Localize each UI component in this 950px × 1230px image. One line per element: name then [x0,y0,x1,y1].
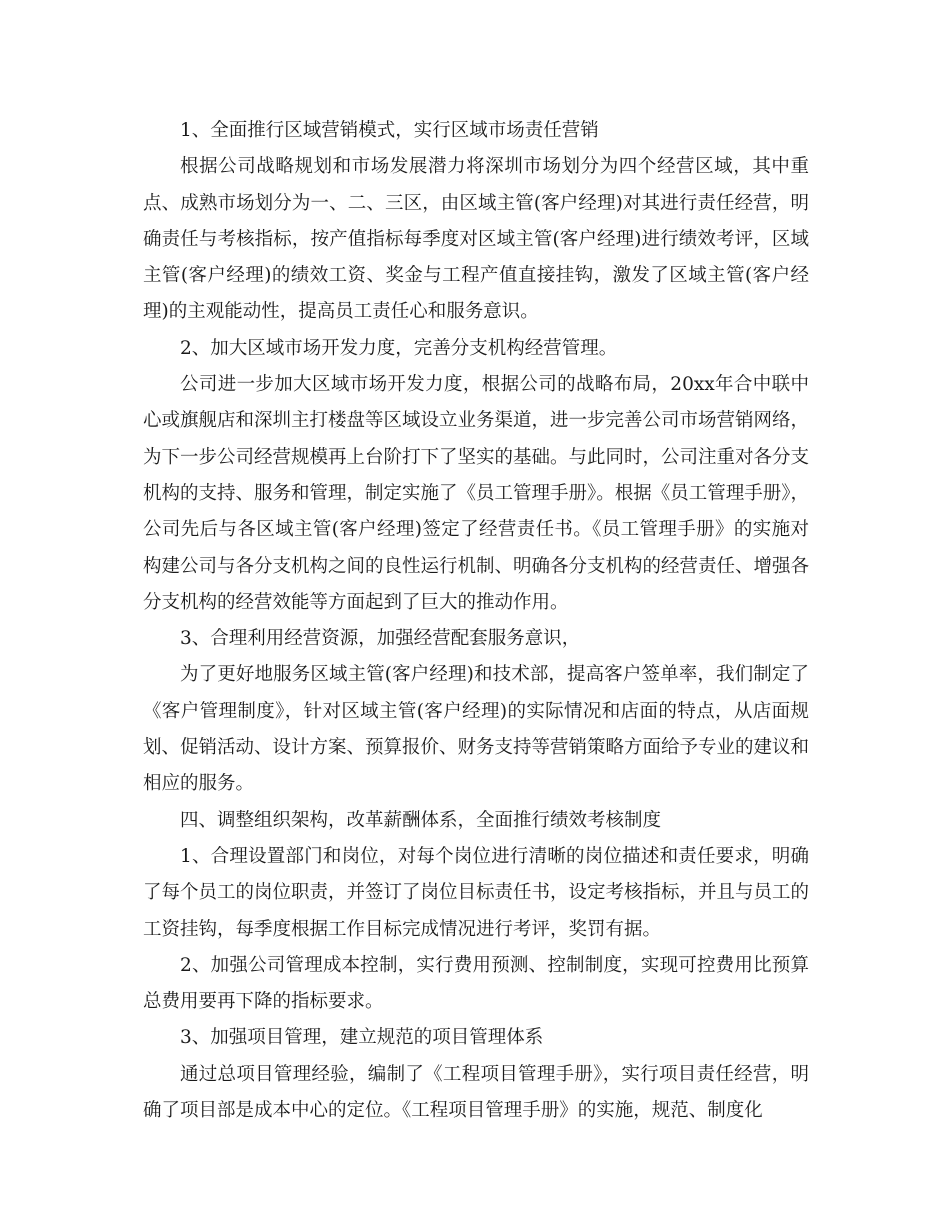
paragraph-cost-control: 2、加强公司管理成本控制，实行费用预测、控制制度，实现可控费用比预算总费用要再下降的指标要求。 [143,954,809,1013]
paragraph-market-development: 公司进一步加大区域市场开发力度，根据公司的战略布局，20xx年合中联中心或旗舰店和深圳主打楼盘等区域设立业务渠道，进一步完善公司市场营销网络，为下一步公司经营规模再上台阶打下了坚实的基础。与此同时，公司注重对各分支机构的支持、服务和管理，制定实施了《员工管理手册》。根据《员工管理手册》，公司先后与各区域主管(客户经理)签定了经营责任书。《员工管理手册》的实施对构建公司与各分支机构之间的良性运行机制、明确各分支机构的经营责任、增强各分支机构的经营效能等方面起到了巨大的推动作用。 [143,374,810,613]
section-heading-organization: 四、调整组织架构，改革薪酬体系，全面推行绩效考核制度 [180,809,662,831]
paragraph-customer-service: 为了更好地服务区域主管(客户经理)和技术部，提高客户签单率，我们制定了《客户管理制度》，针对区域主管(客户经理)的实际情况和店面的特点，从店面规划、促销活动、设计方案、预算报价、财务支持等营销策略方面给予专业的建议和相应的服务。 [143,664,810,795]
paragraph-project-manual: 通过总项目管理经验，编制了《工程项目管理手册》，实行项目责任经营，明确了项目部是成本中心的定位。《工程项目管理手册》的实施，规范、制度化 [143,1063,809,1122]
document-page [143,113,809,1129]
paragraph-positions: 1、合理设置部门和岗位，对每个岗位进行清晰的岗位描述和责任要求，明确了每个员工的岗位职责，并签订了岗位目标责任书，设定考核指标，并且与员工的工资挂钩，每季度根据工作目标完成情况进行考评，奖罚有据。 [143,845,810,940]
section-heading-resources: 3、合理利用经营资源，加强经营配套服务意识， [180,628,581,650]
section-heading-project-management: 3、加强项目管理，建立规范的项目管理体系 [180,1027,544,1049]
section-heading-regional-marketing: 1、全面推行区域营销模式，实行区域市场责任营销 [180,120,599,141]
section-heading-branch-management: 2、加大区域市场开发力度，完善分支机构经营管理。 [180,337,618,359]
paragraph-regional-division: 根据公司战略规划和市场发展潜力将深圳市场划分为四个经营区域，其中重点、成熟市场划分为一、二、三区，由区域主管(客户经理)对其进行责任经营，明确责任与考核指标，按产值指标每季度对区域主管(客户经理)进行绩效考评，区域主管(客户经理)的绩效工资、奖金与工程产值直接挂钩，激发了区域主管(客户经理)的主观能动性，提高员工责任心和服务意识。 [143,156,809,323]
